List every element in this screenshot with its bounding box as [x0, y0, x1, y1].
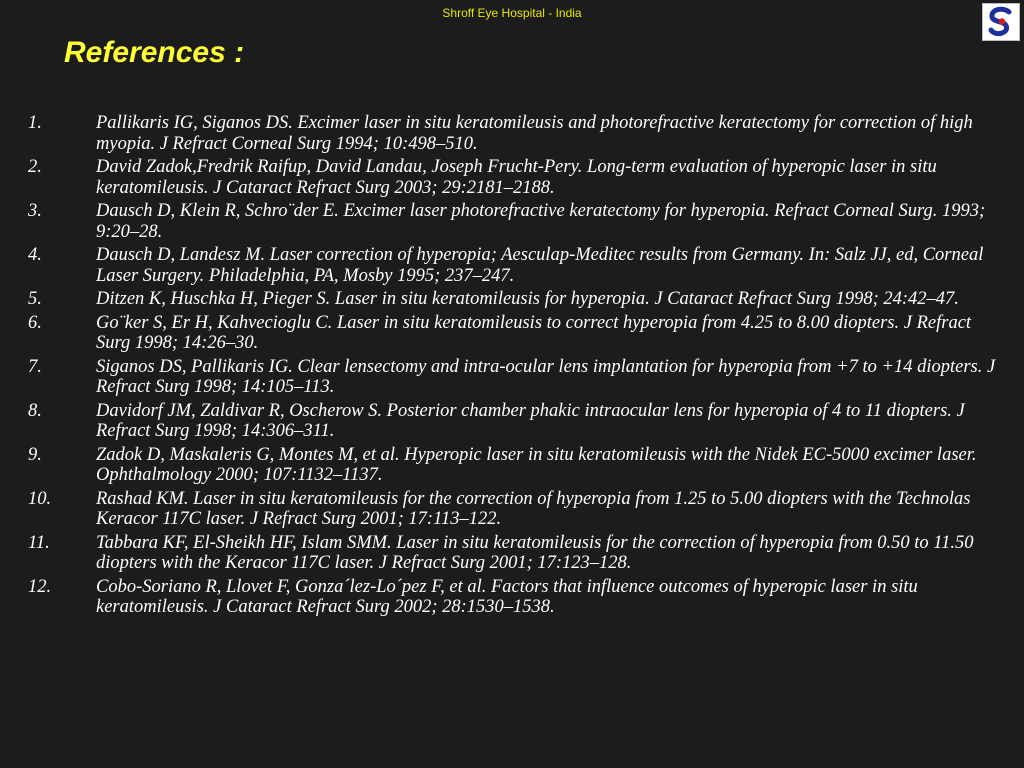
reference-text: Dausch D, Landesz M. Laser correction of hyperopia; Aesculap-Meditec results from Germany. In: Salz JJ, ed, Corneal Laser Surgery. Philadelphia, PA, Mosby 1995; 237–247.: [96, 245, 984, 286]
reference-item: [28, 401, 998, 442]
reference-item: [28, 157, 998, 198]
reference-item: [28, 577, 998, 618]
page-title: References :: [64, 36, 245, 69]
reference-number: 5.: [28, 289, 42, 309]
reference-item: [28, 313, 998, 354]
reference-text: Rashad KM. Laser in situ keratomileusis for the correction of hyperopia from 1.25 to 5.00 diopters with the Technolas Keracor 117C laser. J Refract Surg 2001; 17:113–122.: [96, 488, 971, 529]
reference-text: Go¨ker S, Er H, Kahvecioglu C. Laser in situ keratomileusis to correct hyperopia from 4.25 to 8.00 diopters. J Refract Surg 1998; 14:26–30.: [96, 312, 972, 353]
reference-item: [28, 357, 998, 398]
reference-number: 11.: [28, 532, 50, 553]
reference-list: [28, 113, 998, 621]
reference-text: David Zadok,Fredrik Raifup, David Landau, Joseph Frucht-Pery. Long-term evaluation of hyperopic laser in situ keratomileusis. J Cataract Refract Surg 2003; 29:2181–2188.: [96, 157, 937, 198]
reference-number: 12.: [28, 576, 52, 597]
reference-number: 1.: [28, 113, 42, 133]
hospital-header: Shroff Eye Hospital - India: [442, 6, 582, 20]
reference-number: 3.: [28, 201, 42, 221]
reference-item: [28, 113, 998, 154]
reference-item: [28, 533, 998, 574]
reference-number: 9.: [28, 444, 42, 465]
reference-item: [28, 445, 998, 486]
reference-number: 7.: [28, 356, 42, 377]
reference-text: Siganos DS, Pallikaris IG. Clear lensectomy and intra-ocular lens implantation for hyperopia from +7 to +14 diopters. J Refract Surg 1998; 14:105–113.: [96, 356, 996, 397]
reference-text: Davidorf JM, Zaldivar R, Oscherow S. Posterior chamber phakic intraocular lens for hyperopia of 4 to 11 diopters. J Refract Surg 1998; 14:306–311.: [96, 400, 965, 441]
reference-text: Ditzen K, Huschka H, Pieger S. Laser in situ keratomileusis for hyperopia. J Cataract Refract Surg 1998; 24:42–47.: [96, 289, 959, 309]
reference-number: 6.: [28, 312, 42, 333]
reference-item: [28, 489, 998, 530]
reference-number: 10.: [28, 488, 52, 509]
reference-item: [28, 201, 998, 242]
reference-text: Tabbara KF, El-Sheikh HF, Islam SMM. Laser in situ keratomileusis for the correction of hyperopia from 0.50 to 11.50 diopters with the Keracor 117C laser. J Refract Surg 2001; 17:123–128.: [96, 532, 974, 573]
reference-number: 8.: [28, 400, 42, 421]
shroff-s-logo-icon: [982, 3, 1020, 41]
reference-text: Pallikaris IG, Siganos DS. Excimer laser in situ keratomileusis and photorefractive keratectomy for correction of high myopia. J Refract Corneal Surg 1994; 10:498–510.: [96, 113, 973, 154]
reference-item: [28, 245, 998, 286]
reference-text: Cobo-Soriano R, Llovet F, Gonza´lez-Lo´pez F, et al. Factors that influence outcomes of hyperopic laser in situ keratomileusis. J Cataract Refract Surg 2002; 28:1530–1538.: [96, 576, 918, 617]
reference-text: Zadok D, Maskaleris G, Montes M, et al. Hyperopic laser in situ keratomileusis with the Nidek EC-5000 excimer laser. Ophthalmology 2000; 107:1132–1137.: [96, 444, 977, 485]
reference-number: 2.: [28, 157, 42, 177]
reference-item: [28, 289, 998, 310]
reference-text: Dausch D, Klein R, Schro¨der E. Excimer laser photorefractive keratectomy for hyperopia. Refract Corneal Surg. 1993; 9:20–28.: [96, 201, 986, 242]
reference-number: 4.: [28, 245, 42, 265]
